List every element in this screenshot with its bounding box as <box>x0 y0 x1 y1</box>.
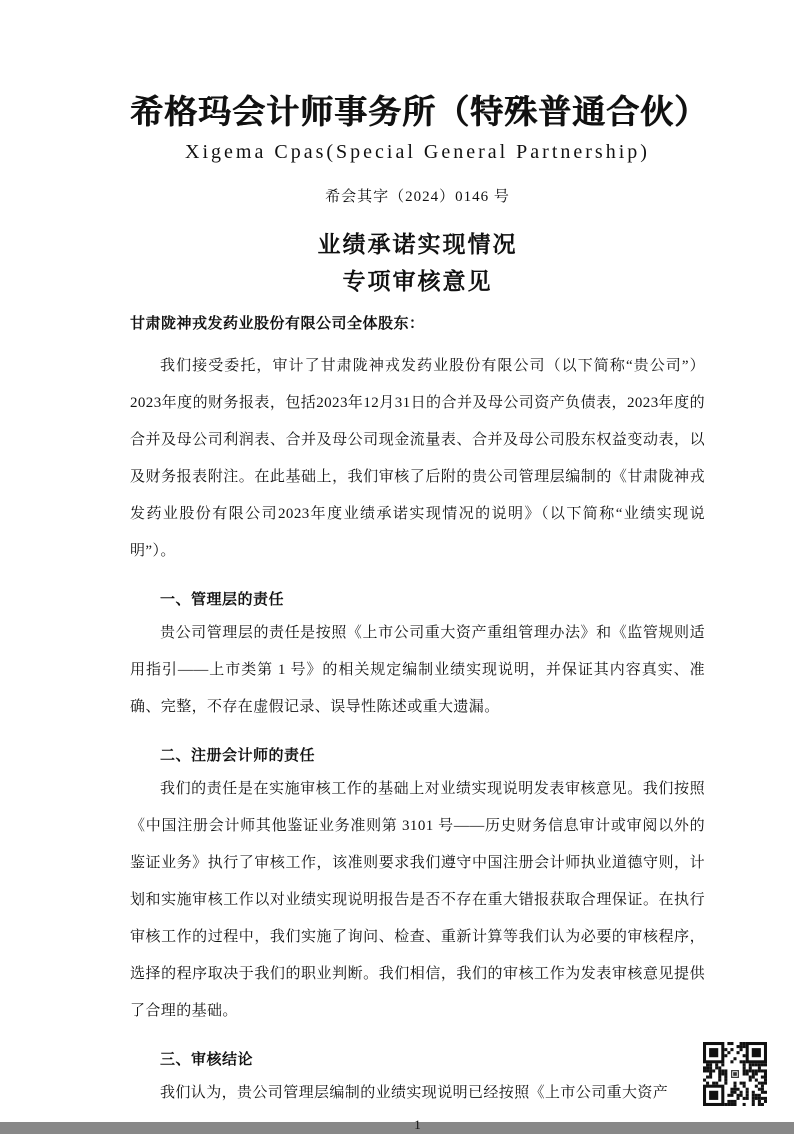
section-heading-cpa-responsibility: 二、注册会计师的责任 <box>160 748 316 764</box>
section-heading-management-responsibility: 一、管理层的责任 <box>160 592 285 608</box>
document-title-line1: 业绩承诺实现情况 <box>317 232 518 257</box>
intro-paragraph: 我们接受委托，审计了甘肃陇神戎发药业股份有限公司（以下简称“贵公司”）2023年度的财务报表，包括2023年12月31日的合并及母公司资产负债表，2023年度的合并及母公司利润表、合并及母公司现金流量表、合并及母公司股东权益变动表，以及财务报表附注。在此基础上，我们审核了后附的贵公司管理层编制的《甘肃陇神戎发药业股份有限公司2023年度业绩承诺实现情况的说明》（以下简称“业绩实现说明”）。 <box>130 358 705 559</box>
document-title <box>130 226 705 300</box>
firm-name-english: Xigema Cpas(Special General Partnership) <box>185 141 650 163</box>
section-heading-audit-conclusion: 三、审核结论 <box>160 1052 254 1068</box>
section-body-cpa-responsibility: 我们的责任是在实施审核工作的基础上对业绩实现说明发表审核意见。我们按照《中国注册会计师其他鉴证业务准则第 3101 号——历史财务信息审计或审阅以外的鉴证业务》执行了审核工作，该准则要求我们遵守中国注册会计师执业道德守则，计划和实施审核工作以对业绩实现说明报告是否不存在重大错报获取合理保证。在执行审核工作的过程中，我们实施了询问、检查、重新计算等我们认为必要的审核程序，选择的程序取决于我们的职业判断。我们相信，我们的审核工作为发表审核意见提供了合理的基础。 <box>130 781 705 1019</box>
qr-code-image <box>703 1042 767 1106</box>
firm-name-chinese: 希格玛会计师事务所（特殊普通合伙） <box>130 95 708 131</box>
qr-code <box>703 1042 767 1106</box>
section-body-audit-conclusion: 我们认为，贵公司管理层编制的业绩实现说明已经按照《上市公司重大资产 <box>160 1085 669 1101</box>
page-number: 1 <box>414 1117 421 1132</box>
document-title-line2: 专项审核意见 <box>342 269 493 294</box>
document-number: 希会其字（2024）0146 号 <box>325 189 510 205</box>
section-body-management-responsibility: 贵公司管理层的责任是按照《上市公司重大资产重组管理办法》和《监管规则适用指引——上市类第 1 号》的相关规定编制业绩实现说明，并保证其内容真实、准确、完整，不存在虚假记录、误导性陈述或重大遗漏。 <box>130 625 705 715</box>
addressee-line: 甘肃陇神戎发药业股份有限公司全体股东： <box>130 316 425 332</box>
